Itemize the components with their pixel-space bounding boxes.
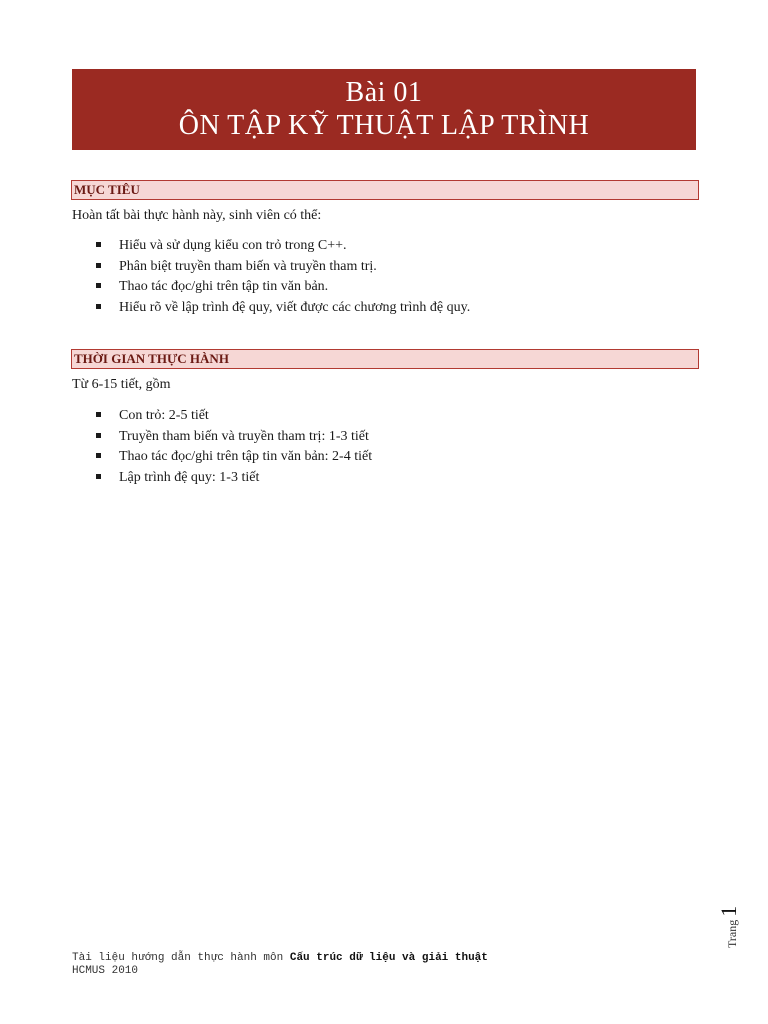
square-bullet-icon bbox=[96, 412, 101, 417]
list-item bbox=[96, 448, 372, 469]
list-item-text: Hiểu và sử dụng kiểu con trỏ trong C++. bbox=[119, 238, 347, 253]
list-item-text: Phân biệt truyền tham biến và truyền tham trị. bbox=[119, 258, 377, 274]
section-header-practice-time: THỜI GIAN THỰC HÀNH bbox=[71, 349, 699, 369]
objectives-list bbox=[96, 237, 470, 319]
list-item-text: Truyền tham biến và truyền tham trị: 1-3 tiết bbox=[119, 428, 369, 444]
square-bullet-icon bbox=[96, 263, 101, 268]
square-bullet-icon bbox=[96, 433, 101, 438]
list-item bbox=[96, 278, 470, 299]
footer-line-1 bbox=[72, 952, 488, 965]
list-item bbox=[96, 258, 470, 279]
square-bullet-icon bbox=[96, 453, 101, 458]
lesson-number: Bài 01 bbox=[345, 77, 423, 108]
page-number: 1 bbox=[716, 905, 741, 917]
square-bullet-icon bbox=[96, 304, 101, 309]
page-label: Trang bbox=[725, 919, 739, 948]
list-item bbox=[96, 428, 372, 449]
list-item-text: Hiểu rõ về lập trình đệ quy, viết được các chương trình đệ quy. bbox=[119, 299, 471, 315]
footer-org-year: HCMUS 2010 bbox=[72, 965, 139, 977]
list-item bbox=[96, 469, 372, 490]
list-item-text: Lập trình đệ quy: 1-3 tiết bbox=[119, 469, 260, 485]
square-bullet-icon bbox=[96, 283, 101, 288]
square-bullet-icon bbox=[96, 242, 101, 247]
practice-time-intro: Từ 6-15 tiết, gồm bbox=[72, 377, 171, 392]
footer-course-name: Cấu trúc dữ liệu và giải thuật bbox=[289, 952, 488, 964]
section-header-objectives: MỤC TIÊU bbox=[71, 180, 699, 200]
footer-prefix: Tài liệu hướng dẫn thực hành môn bbox=[72, 952, 290, 964]
page-footer bbox=[72, 952, 488, 978]
page-number-marker bbox=[716, 898, 756, 948]
lesson-title-banner bbox=[72, 69, 696, 150]
objectives-intro: Hoàn tất bài thực hành này, sinh viên có thể: bbox=[72, 208, 322, 223]
list-item bbox=[96, 237, 470, 258]
list-item bbox=[96, 407, 372, 428]
square-bullet-icon bbox=[96, 474, 101, 479]
list-item-text: Thao tác đọc/ghi trên tập tin văn bản. bbox=[119, 279, 329, 294]
practice-time-list bbox=[96, 407, 372, 489]
list-item-text: Con trỏ: 2-5 tiết bbox=[119, 408, 209, 423]
lesson-title: ÔN TẬP KỸ THUẬT LẬP TRÌNH bbox=[178, 110, 590, 141]
list-item-text: Thao tác đọc/ghi trên tập tin văn bản: 2-4 tiết bbox=[119, 449, 373, 464]
list-item bbox=[96, 299, 470, 320]
